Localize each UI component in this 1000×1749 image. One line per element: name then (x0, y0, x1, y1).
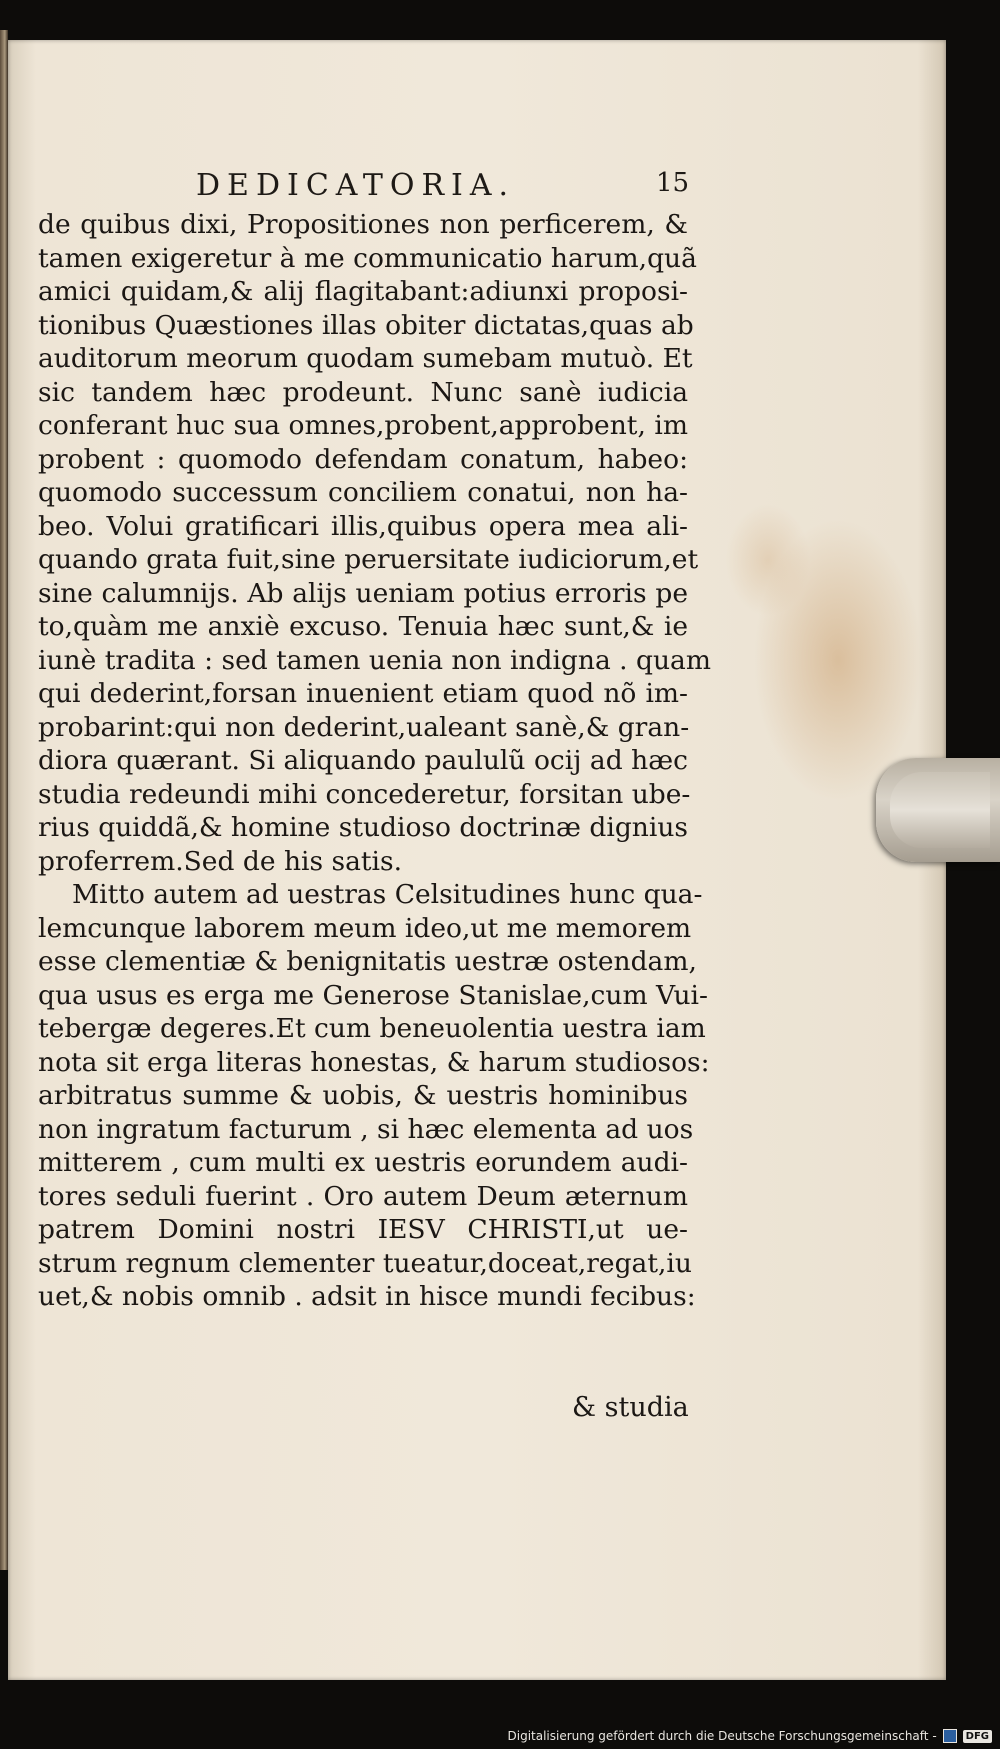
page-clip-inner (890, 772, 990, 848)
text-line: studia redeundi mihi concederetur, forsitan ube- (38, 778, 691, 810)
adjacent-page-edge (0, 30, 8, 1570)
text-line: rius quiddã,& homine studioso doctrinæ dignius (38, 812, 688, 843)
text-line: Mitto autem ad uestras Celsitudines hunc qua- (72, 879, 703, 910)
text-line: arbitratus summe & uobis, & uestris hominibus (38, 1080, 688, 1111)
text-line: probent : quomodo defendam conatum, habeo: (38, 443, 688, 475)
text-line: qua usus es erga me Generose Stanislae,cum Vui- (38, 979, 708, 1011)
text-line: mitterem , cum multi ex uestris eorundem audi- (38, 1147, 688, 1178)
text-line: patrem Domini nostri IESV CHRISTI,ut ue- (38, 1214, 688, 1245)
page-number: 15 (656, 168, 690, 198)
text-line: strum regnum clementer tueatur,doceat,regat,iu (38, 1247, 692, 1279)
page-header (196, 168, 696, 208)
text-line: nota sit erga literas honestas, & harum studiosos: (38, 1046, 710, 1078)
footer-text: Digitalisierung gefördert durch die Deutsche Forschungsgemeinschaft - (507, 1729, 937, 1743)
text-line: iunè tradita : sed tamen uenia non indigna . quam (38, 644, 711, 676)
text-line: uet,& nobis omnib . adsit in hisce mundi fecibus: (38, 1281, 696, 1312)
text-line: qui dederint,forsan inuenient etiam quod nõ im- (38, 678, 688, 709)
text-line: sic tandem hæc prodeunt. Nunc sanè iudicia (38, 376, 688, 408)
text-line: tores seduli fuerint . Oro autem Deum æternum (38, 1180, 688, 1212)
running-head: DEDICATORIA. (196, 168, 516, 203)
text-line: conferant huc sua omnes,probent,approbent, im (38, 410, 688, 441)
body-text (38, 208, 711, 1314)
text-line: probarint:qui non dederint,ualeant sanè,& gran- (38, 711, 690, 743)
digitization-footer (508, 1725, 993, 1747)
book-page (8, 40, 946, 1680)
text-line: lemcunque laborem meum ideo,ut me memorem (38, 912, 692, 944)
text-line: amici quidam,& alij flagitabant:adiunxi proposi- (38, 276, 688, 307)
text-line: diora quærant. Si aliquando paululũ ocij ad hæc (38, 745, 688, 776)
dfg-logo: DFG (963, 1730, 992, 1743)
page-clip (876, 758, 1000, 862)
text-line: tebergæ degeres.Et cum beneuolentia uestra iam (38, 1013, 706, 1044)
text-line: beo. Volui gratificari illis,quibus opera mea ali- (38, 510, 688, 542)
text-line: tionibus Quæstiones illas obiter dictatas,quas ab (38, 309, 694, 341)
text-line: non ingratum facturum , si hæc elementa ad uos (38, 1113, 694, 1145)
text-line: esse clementiæ & benignitatis uestræ ostendam, (38, 946, 697, 977)
text-line: de quibus dixi, Propositiones non perficerem, & (38, 209, 688, 240)
text-line: quomodo successum conciliem conatui, non ha- (38, 477, 688, 508)
catchword: & studia (572, 1392, 689, 1423)
dfg-mark-icon (943, 1729, 957, 1743)
text-line: proferrem.Sed de his satis. (38, 845, 403, 877)
text-line: quando grata fuit,sine peruersitate iudiciorum,et (38, 544, 699, 575)
text-line: tamen exigeretur à me communicatio harum,quã (38, 242, 697, 274)
text-line: auditorum meorum quodam sumebam mutuò. Et (38, 343, 693, 374)
text-line: to,quàm me anxiè excuso. Tenuia hæc sunt,& ie (38, 611, 688, 642)
text-line: sine calumnijs. Ab alijs ueniam potius erroris pe (38, 577, 688, 609)
